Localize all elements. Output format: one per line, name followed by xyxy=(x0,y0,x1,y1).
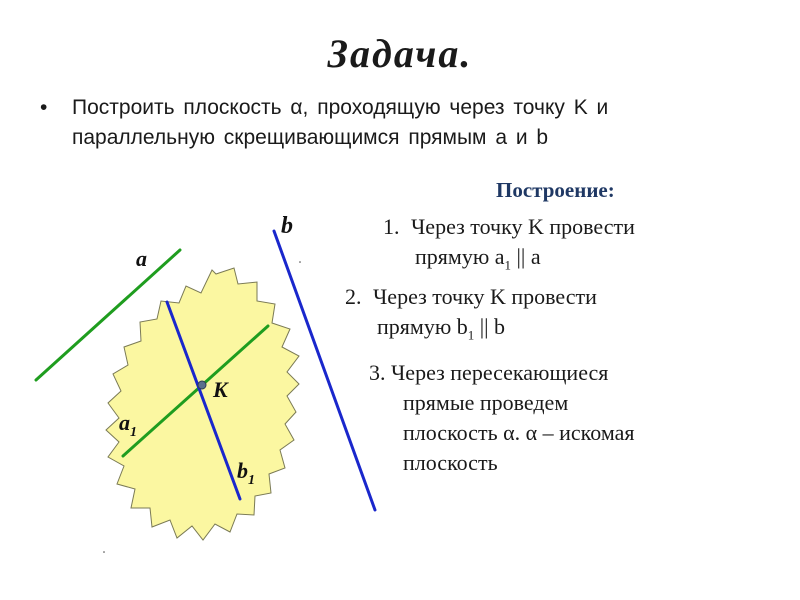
label-a: a xyxy=(136,246,147,271)
label-a1-subscript: 1 xyxy=(130,425,137,440)
dot-marker xyxy=(299,261,301,263)
step-3-line-3: плоскость α. α – искомая xyxy=(403,420,635,445)
label-a1-letter: a xyxy=(119,410,130,435)
step-2-line-2-end: || b xyxy=(474,314,506,339)
label-b1-subscript: 1 xyxy=(248,473,255,488)
dot-marker xyxy=(103,551,105,553)
step-3-line-2: прямые проведем xyxy=(403,390,569,415)
step-1-subscript: 1 xyxy=(504,257,512,273)
line-b xyxy=(274,231,375,510)
step-2-subscript: 1 xyxy=(467,327,475,343)
label-b: b xyxy=(281,213,293,239)
step-1-line-2-text: прямую a xyxy=(415,244,505,269)
plane-alpha xyxy=(106,268,299,540)
construction-heading: Построение: xyxy=(496,178,615,202)
label-b1-letter: b xyxy=(237,458,248,483)
step-1-line-1: Через точку K провести xyxy=(411,214,635,239)
step-1-line-2-end: || a xyxy=(511,244,541,269)
step-3-line-1: 3. Через пересекающиеся xyxy=(369,360,609,385)
task-text: Построить плоскость α, проходящую через точку K и параллельную скрещивающимся прямым a и b xyxy=(72,96,609,149)
point-k xyxy=(198,381,206,389)
bullet-icon: • xyxy=(40,96,48,119)
page-title: Задача. xyxy=(327,31,473,76)
label-k: K xyxy=(213,377,228,402)
step-1-number: 1. xyxy=(383,214,400,239)
step-2-number: 2. xyxy=(345,284,362,309)
step-3-line-4: плоскость xyxy=(403,450,498,475)
step-2-line-1: Через точку K провести xyxy=(373,284,597,309)
step-2-line-2-text: прямую b xyxy=(377,314,468,339)
